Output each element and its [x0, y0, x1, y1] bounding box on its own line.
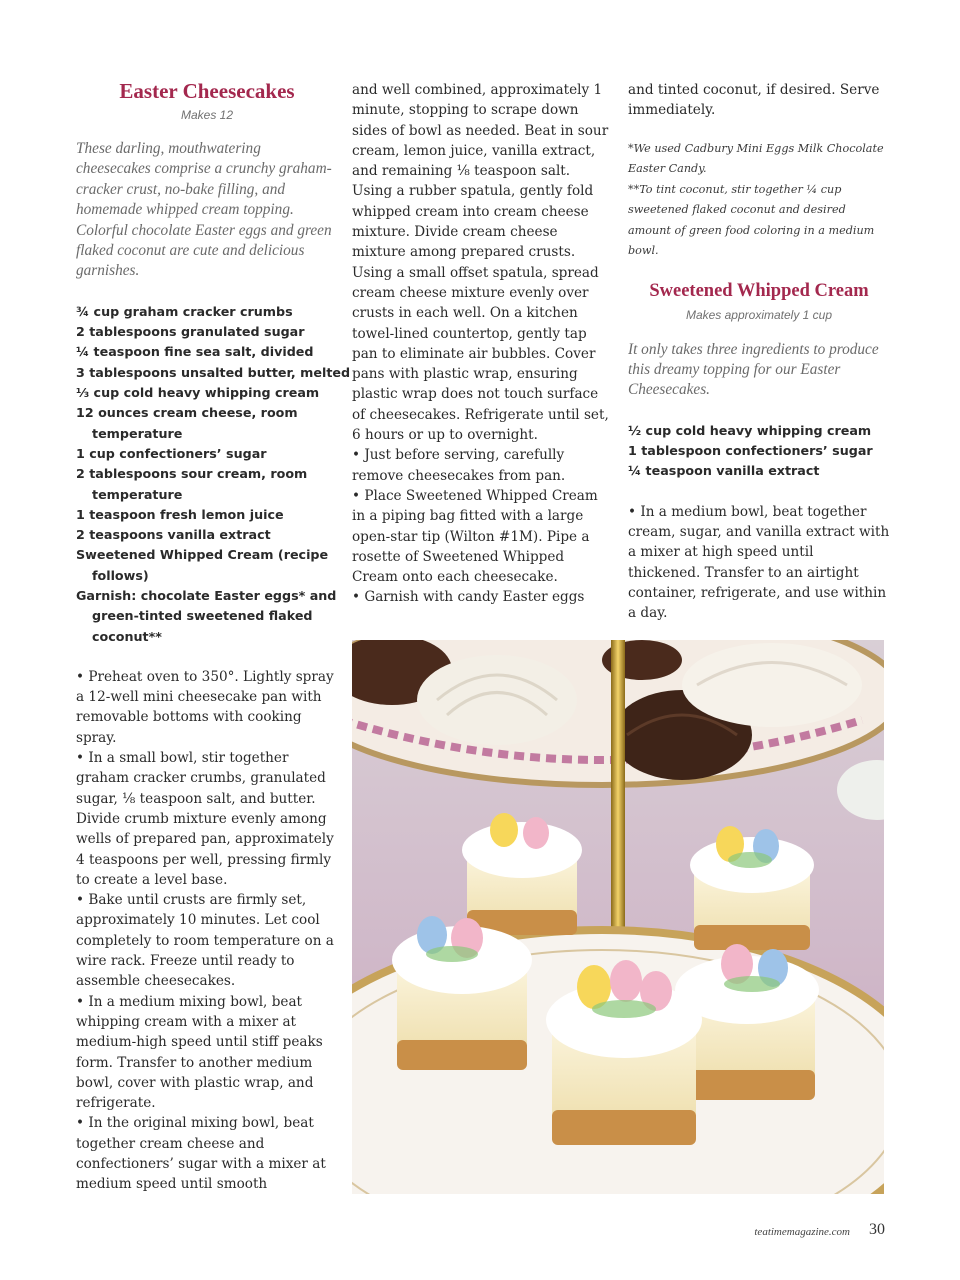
- method-step: • Garnish with candy Easter eggs: [352, 589, 585, 606]
- ingredient-item: ¾ cup graham cracker crumbs: [76, 303, 293, 319]
- recipe-intro: It only takes three ingredients to produce this dreamy topping for our Easter Cheesecakes.: [628, 340, 879, 399]
- column-1: [76, 79, 351, 1195]
- ingredient-item: 2 tablespoons granulated sugar: [76, 324, 305, 340]
- method-step-continued: and tinted coconut, if desired. Serve immediately.: [628, 82, 880, 119]
- method-step: • In a small bowl, stir together graham cracker crumbs, granulated sugar, ⅛ teaspoon salt, and butter. Divide crumb mixture evenly among wells of prepared pan, approximately 4 teaspoons per well, pressing firmly to create a level base.: [76, 750, 334, 888]
- method-step-continued: and well combined, approximately 1 minute, stopping to scrape down sides of bowl as needed. Beat in sour cream, lemon juice, vanilla extract, and remaining ⅛ teaspoon salt. Using a rubber spatula, gently fold whipped cream into cream cheese mixture. Divide cream cheese mixture among prepared crusts. Using a small offset spatula, spread cream cheese mixture evenly over crusts in each well. On a kitchen towel-lined countertop, gently tap pan to eliminate air bubbles. Cover pans with plastic wrap, ensuring plastic wrap does not touch surface of cheesecakes. Refrigerate until set, 6 hours or up to overnight.: [352, 82, 609, 444]
- recipe-notes: [628, 139, 890, 262]
- column-3: [628, 80, 890, 623]
- method-steps: [76, 667, 338, 1195]
- ingredient-item: Garnish: chocolate Easter eggs* and green-tinted sweetened flaked coconut**: [76, 588, 337, 644]
- ingredient-list: [76, 302, 351, 647]
- ingredient-list: [628, 421, 890, 482]
- method-steps-continued: [628, 80, 890, 121]
- method-steps: [628, 502, 890, 624]
- note: *We used Cadbury Mini Eggs Milk Chocolate Easter Candy.: [628, 141, 884, 176]
- ingredient-item: 1 cup confectioners’ sugar: [76, 445, 267, 461]
- method-step: • In a medium mixing bowl, beat whipping cream with a mixer at medium-high speed until stiff peaks form. Transfer to another medium bowl, cover with plastic wrap, and refrigerate.: [76, 993, 323, 1112]
- method-step: • Preheat oven to 350°. Lightly spray a 12-well mini cheesecake pan with removable bottoms with cooking spray.: [76, 668, 334, 746]
- footer-website: teatimemagazine.com: [754, 1226, 850, 1238]
- recipe-yield: Makes approximately 1 cup: [685, 307, 833, 322]
- recipe-yield: Makes 12: [180, 108, 234, 122]
- method-step: • Place Sweetened Whipped Cream in a piping bag fitted with a large open-star tip (Wilton #1M). Pipe a rosette of Sweetened Whipped Cream onto each cheesecake.: [352, 487, 598, 586]
- ingredient-item: 1 teaspoon fresh lemon juice: [76, 506, 284, 522]
- ingredient-item: 12 ounces cream cheese, room temperature: [76, 405, 298, 441]
- ingredient-item: ¼ teaspoon fine sea salt, divided: [76, 344, 314, 360]
- ingredient-item: 2 teaspoons vanilla extract: [76, 527, 271, 543]
- recipe-title: Sweetened Whipped Cream: [649, 280, 869, 301]
- ingredient-item: 2 tablespoons sour cream, room temperature: [76, 466, 308, 502]
- ingredient-item: ¼ teaspoon vanilla extract: [628, 463, 820, 479]
- recipe-intro: These darling, mouthwatering cheesecakes comprise a crunchy graham-cracker crust, no-bake filling, and homemade whipped cream topping. Colorful chocolate Easter eggs and green flaked coconut are cute and delicious garnishes.: [76, 140, 332, 280]
- ingredient-item: ½ cup cold heavy whipping cream: [628, 422, 872, 438]
- method-steps-continued: [352, 80, 614, 608]
- ingredient-item: 1 tablespoon confectioners’ sugar: [628, 443, 873, 459]
- ingredient-item: ⅓ cup cold heavy whipping cream: [76, 385, 320, 401]
- method-step: • In a medium bowl, beat together cream, sugar, and vanilla extract with a mixer at high speed until thickened. Transfer to an airtight container, refrigerate, and use within a day.: [628, 503, 890, 622]
- ingredient-item: 3 tablespoons unsalted butter, melted: [76, 364, 351, 380]
- page-number: 30: [869, 1221, 885, 1238]
- note: **To tint coconut, stir together ¼ cup sweetened flaked coconut and desired amount of green food coloring in a medium bowl.: [628, 182, 875, 258]
- method-step: • Just before serving, carefully remove cheesecakes from pan.: [352, 447, 566, 484]
- cheesecake-photo: [352, 640, 884, 1194]
- ingredient-item: Sweetened Whipped Cream (recipe follows): [76, 547, 329, 583]
- recipe-title: Easter Cheesecakes: [119, 79, 295, 103]
- cheesecake-illustration: [352, 640, 884, 1194]
- column-2: [352, 80, 614, 608]
- method-step: • Bake until crusts are firmly set, approximately 10 minutes. Let cool completely to room temperature on a wire rack. Freeze until ready to assemble cheesecakes.: [76, 892, 334, 990]
- method-step: • In the original mixing bowl, beat together cream cheese and confectioners’ sugar with a mixer at medium speed until smooth: [76, 1115, 326, 1193]
